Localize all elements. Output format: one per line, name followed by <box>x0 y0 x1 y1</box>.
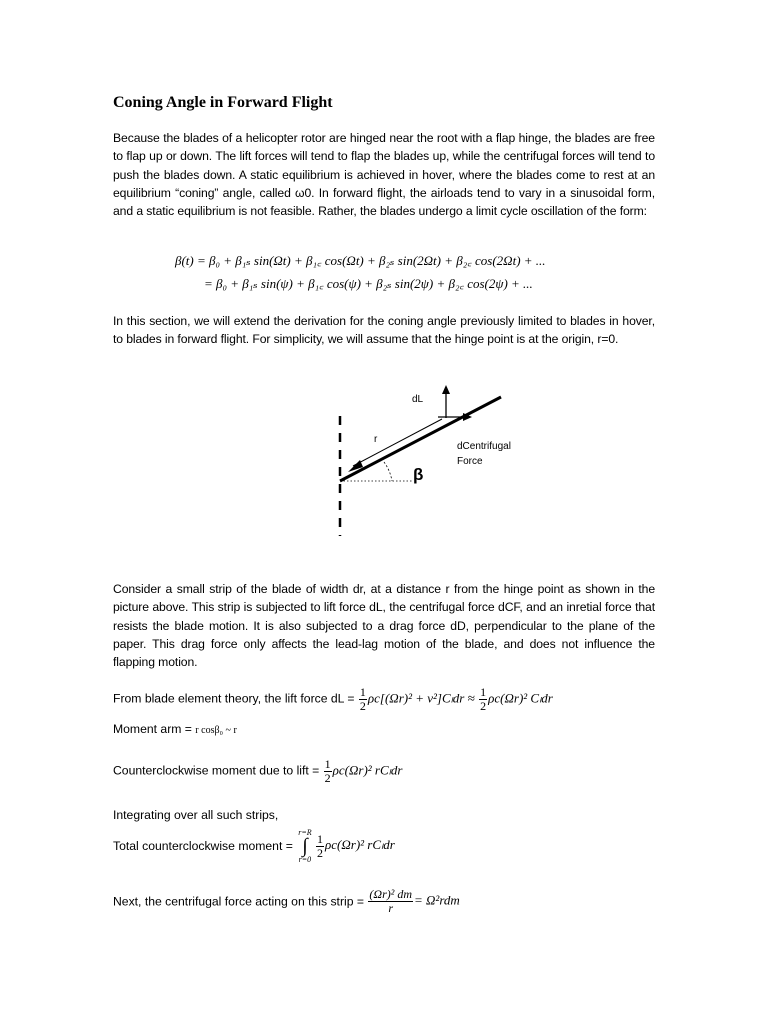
integrating-text: Integrating over all such strips, <box>113 808 279 822</box>
lift-expression-b: ρc(Ωr)² Cₗdr <box>488 690 553 706</box>
intro-paragraph: Because the blades of a helicopter rotor are hinged near the root with a flap hinge, the blades are free to flap up or down. The lift forces will tend to flap the blades up, while the centrifugal forces will tend to push the blades down. A static equilibrium is achieved in hover, where the blades come to rest at an equilibrium “coning” angle, called ω0. In forward flight, the airloads tend to vary in a sinusoidal form, and a static equilibrium is not feasible. Rather, the blades undergo a limit cycle oscillation of the form: <box>113 131 655 219</box>
integral <box>298 828 311 864</box>
half-fraction: $\frac{1}{2}$ <box>359 685 366 713</box>
total-ccw-line <box>113 828 395 864</box>
lift-arrowhead <box>442 385 450 394</box>
moment-arm-value: r cosβ₀ ~ r <box>195 725 237 736</box>
blade-diagram <box>320 380 520 545</box>
total-ccw-label: Total counterclockwise moment = <box>113 839 293 853</box>
centrifugal-force-line <box>113 888 460 915</box>
strip-paragraph: Consider a small strip of the blade of width dr, at a distance r from the hinge point as shown in the picture above. This strip is subjected to lift force dL, the centrifugal force dCF, and an inretial force that resists the blade motion. It is also subjected to a drag force dD, perpendicular to the plane of the paper. This drag force only affects the lead-lag motion of the blade, and does not influence the flapping motion. <box>113 582 655 670</box>
beta-label: β <box>413 465 424 484</box>
moment-arm-line <box>113 722 237 736</box>
integral-upper-limit: r=R <box>298 828 312 837</box>
cf-label: Next, the centrifugal force acting on this strip = <box>113 894 364 909</box>
moment-arm-label: Moment arm = <box>113 722 192 736</box>
lift-force-line <box>113 686 553 713</box>
centrifugal-label-1: dCentrifugal <box>457 441 511 452</box>
integral-sign: ∫ <box>302 835 308 857</box>
ccw-moment-line <box>113 758 402 785</box>
limit-cycle-equation-line-2: = β₀ + β₁ₛ sin(ψ) + β₁꜀ cos(ψ) + β₂ₛ sin(2ψ) + β₂꜀ cos(2ψ) + ... <box>204 276 533 291</box>
total-ccw-expression: ρc(Ωr)² rCₗdr <box>325 837 395 853</box>
half-fraction-4: $\frac{1}{2}$ <box>317 831 324 860</box>
cf-fraction: $\frac{\text{(Ωr)² dm}}{r}$ <box>369 887 412 915</box>
dl-label: dL <box>412 394 424 405</box>
half-fraction-3: $\frac{1}{2}$ <box>324 757 331 785</box>
integral-lower-limit: r=0 <box>298 855 312 864</box>
section-title: Coning Angle in Forward Flight <box>113 94 333 111</box>
cf-result: = Ω²rdm <box>414 892 460 908</box>
ccw-moment-label: Counterclockwise moment due to lift = <box>113 763 320 778</box>
section-paragraph: In this section, we will extend the derivation for the coning angle previously limited to blades in hover, to blades in forward flight. For simplicity, we will assume that the hinge point is at the origin, r=0. <box>113 314 655 347</box>
half-fraction-2: $\frac{1}{2}$ <box>480 685 487 713</box>
centrifugal-label-2: Force <box>457 456 483 467</box>
r-dimension-line <box>353 419 442 466</box>
beta-angle-arc <box>384 462 392 481</box>
limit-cycle-equation-line-1: β(t) = β₀ + β₁ₛ sin(Ωt) + β₁꜀ cos(Ωt) + β₂ₛ sin(2Ωt) + β₂꜀ cos(2Ωt) + ... <box>175 253 546 268</box>
lift-expression-a: ρc[(Ωr)² + v²]Cₗdr ≈ <box>367 690 475 706</box>
r-label: r <box>374 434 378 445</box>
ccw-moment-expression: ρc(Ωr)² rCₗdr <box>332 762 403 778</box>
lift-prefix: From blade element theory, the lift force dL = <box>113 691 355 706</box>
